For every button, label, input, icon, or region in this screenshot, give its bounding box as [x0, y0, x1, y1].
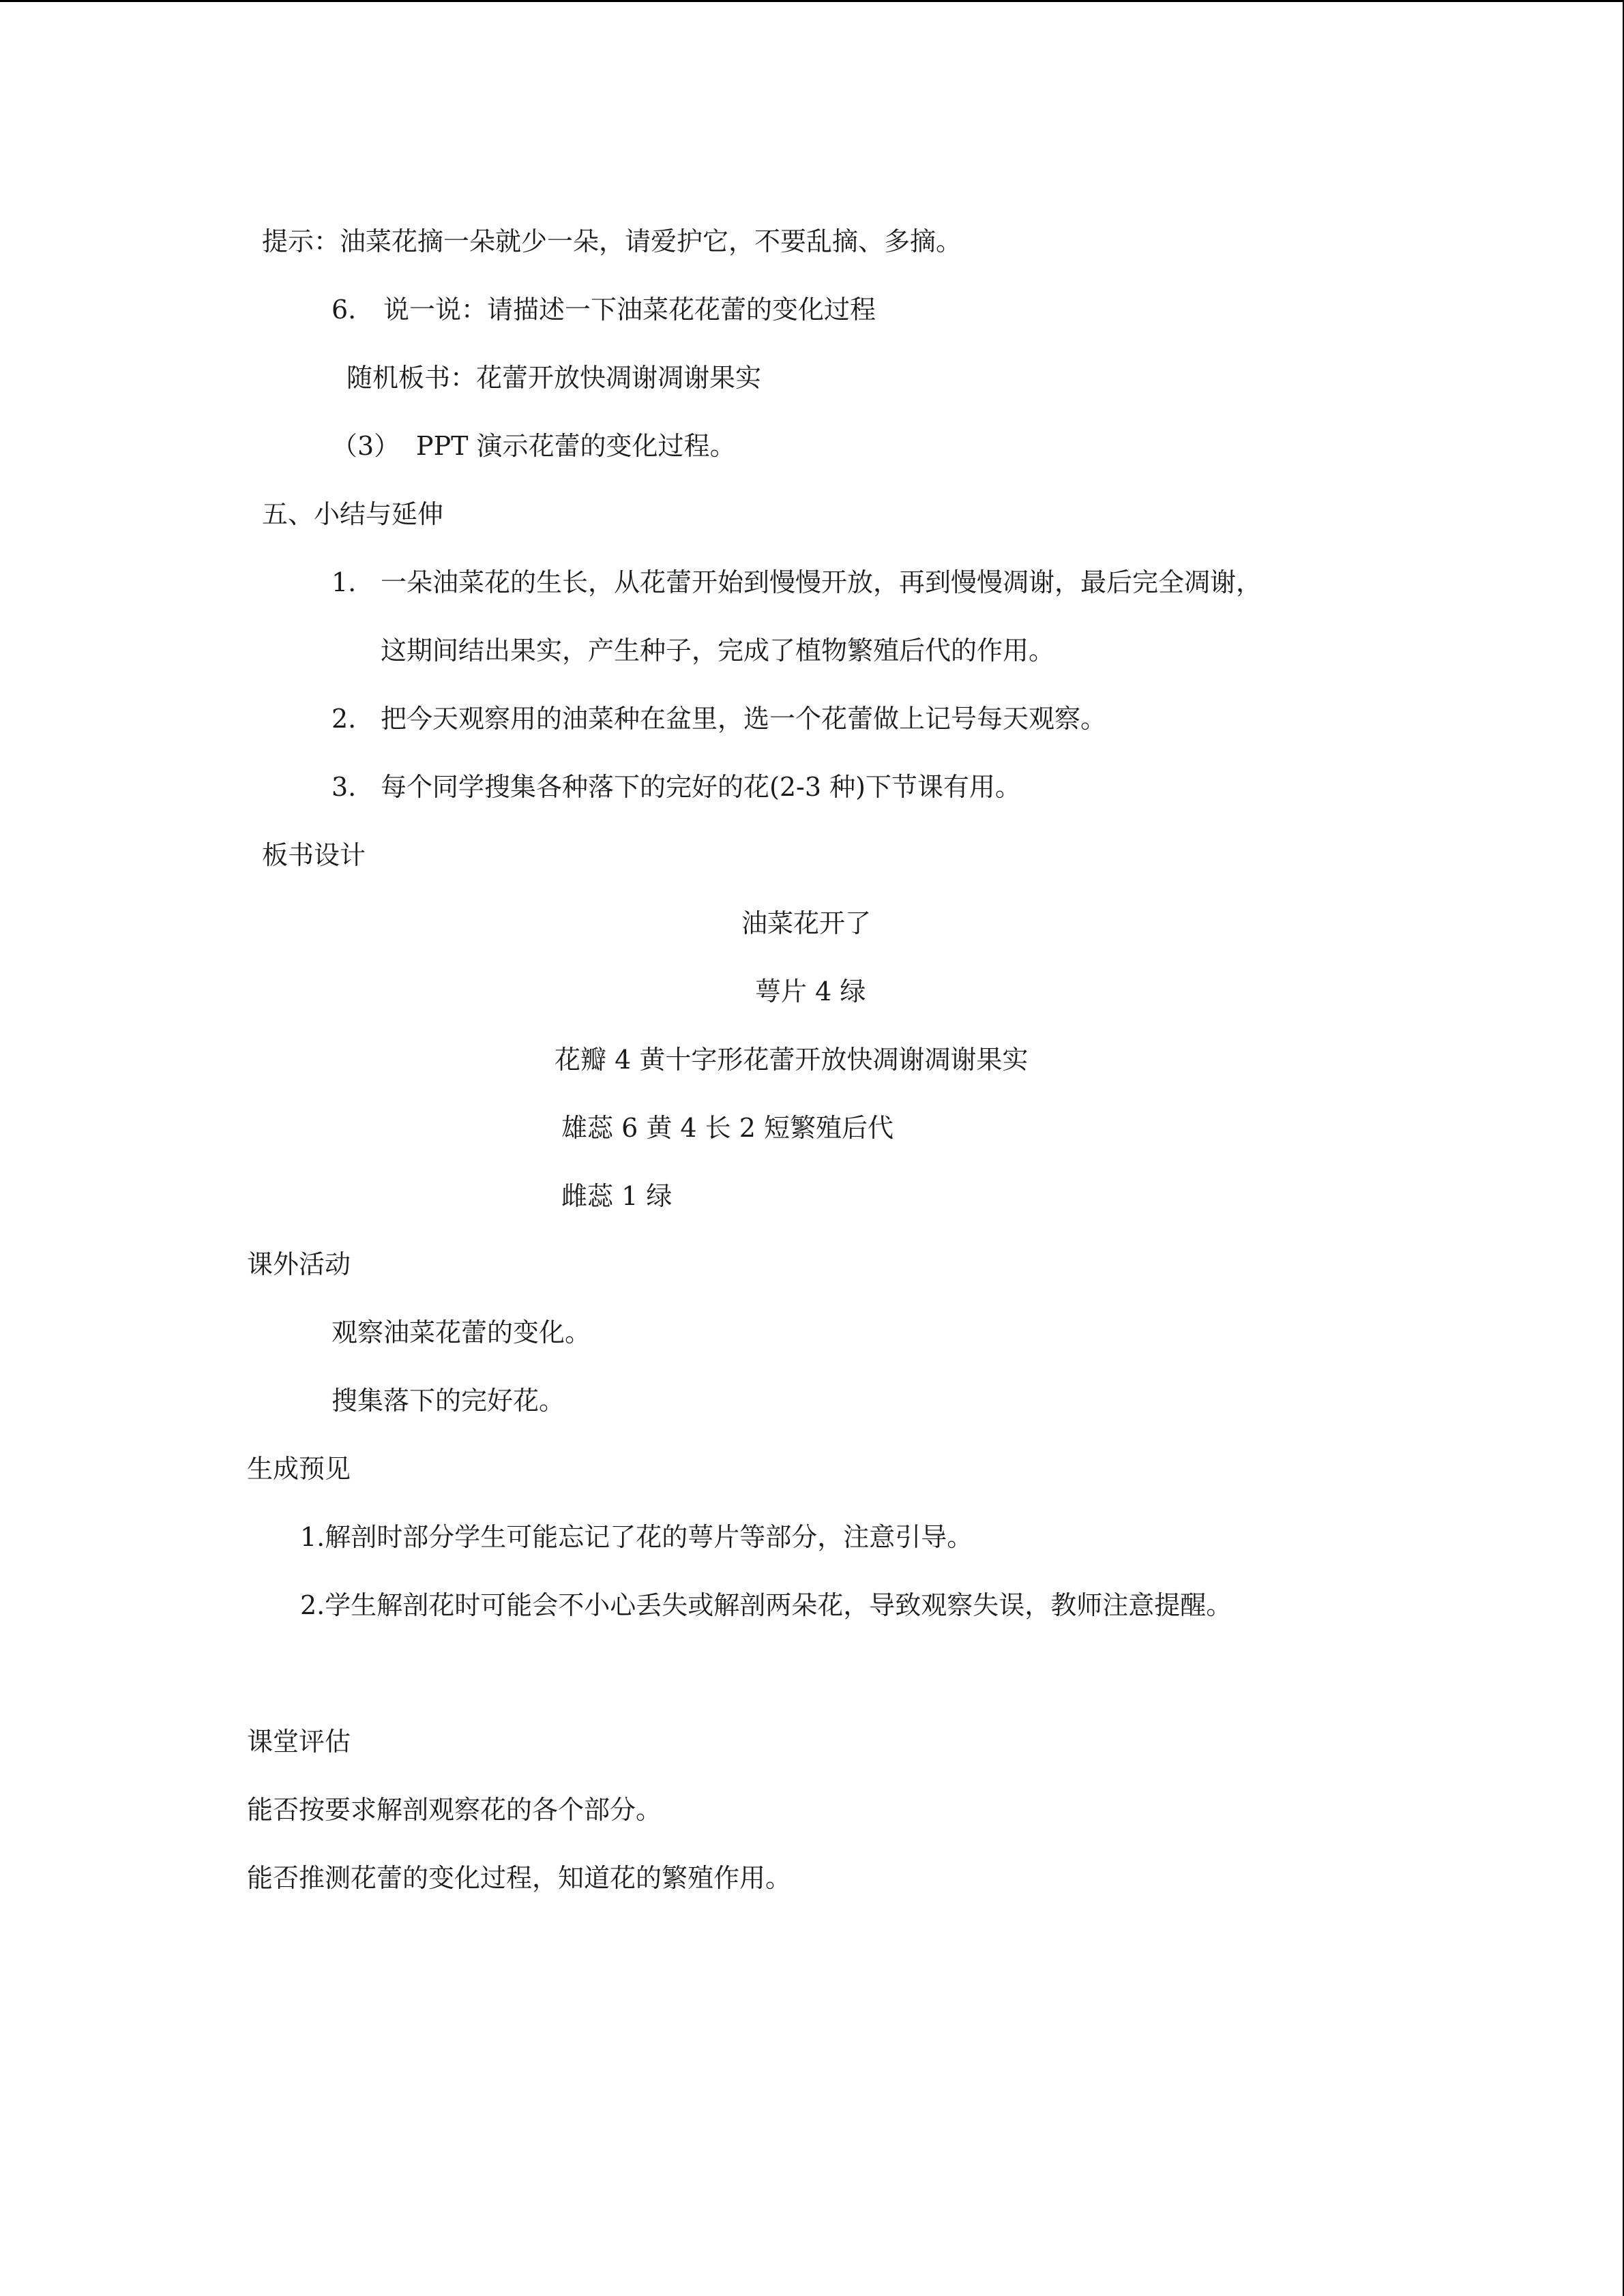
- step-6-number: 6.: [331, 295, 357, 325]
- extracurricular-item-2: 搜集落下的完好花。: [331, 1386, 565, 1416]
- page-top-border: [0, 0, 1624, 2]
- summary-item-2-number: 2.: [331, 704, 357, 734]
- summary-item-1-line1: 一朵油菜花的生长，从花蕾开始到慢慢开放，再到慢慢凋谢，最后完全凋谢，: [381, 567, 1263, 597]
- summary-item-3-number: 3.: [331, 772, 357, 802]
- evaluation-item-2: 能否推测花蕾的变化过程，知道花的繁殖作用。: [247, 1863, 792, 1893]
- extracurricular-item-1: 观察油菜花蕾的变化。: [331, 1317, 591, 1347]
- ppt-step-number: （3）: [331, 431, 400, 461]
- extracurricular-heading: 课外活动: [247, 1249, 351, 1279]
- step-6-text: 说一说：请描述一下油菜花花蕾的变化过程: [383, 295, 876, 325]
- board-design-pistil: 雌蕊 1 绿: [561, 1181, 673, 1211]
- ppt-step-text: PPT 演示花蕾的变化过程。: [416, 431, 736, 461]
- preview-item-1: 1.解剖时部分学生可能忘记了花的萼片等部分，注意引导。: [300, 1522, 973, 1552]
- summary-item-1-line2: 这期间结出果实，产生种子，完成了植物繁殖后代的作用。: [381, 636, 1055, 666]
- board-design-petal: 花瓣 4 黄十字形花蕾开放快凋谢凋谢果实: [555, 1045, 1029, 1075]
- preview-item-2: 2.学生解剖花时可能会不小心丢失或解剖两朵花，导致观察失误，教师注意提醒。: [300, 1590, 1232, 1620]
- board-note: 随机板书：花蕾开放快凋谢凋谢果实: [346, 363, 762, 393]
- summary-item-1-number: 1.: [331, 567, 357, 597]
- summary-item-2-line1: 把今天观察用的油菜种在盆里，选一个花蕾做上记号每天观察。: [381, 704, 1107, 734]
- board-design-sepal: 萼片 4 绿: [755, 976, 866, 1007]
- board-design-heading: 板书设计: [262, 840, 366, 870]
- tip-text: 提示：油菜花摘一朵就少一朵，请爱护它，不要乱摘、多摘。: [262, 226, 962, 256]
- board-design-title: 油菜花开了: [741, 908, 872, 938]
- evaluation-heading: 课堂评估: [247, 1727, 351, 1757]
- preview-heading: 生成预见: [247, 1454, 351, 1484]
- evaluation-item-1: 能否按要求解剖观察花的各个部分。: [247, 1795, 662, 1825]
- board-design-stamen: 雄蕊 6 黄 4 长 2 短繁殖后代: [561, 1113, 894, 1143]
- summary-item-3-line1: 每个同学搜集各种落下的完好的花(2-3 种)下节课有用。: [381, 772, 1021, 802]
- summary-heading: 五、小结与延伸: [262, 499, 444, 529]
